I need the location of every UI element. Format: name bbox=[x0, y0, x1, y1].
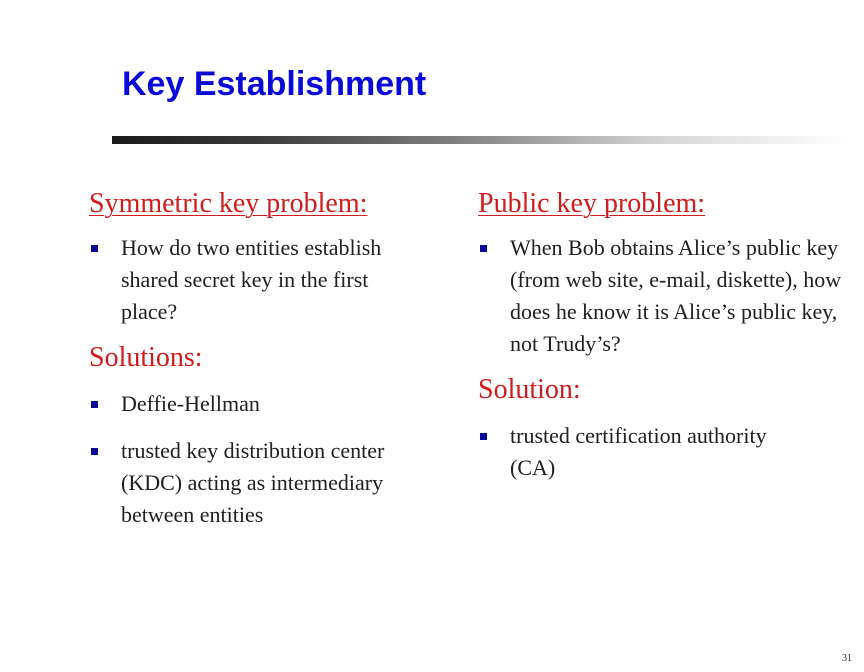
left-column bbox=[89, 186, 439, 531]
solutions-list bbox=[89, 388, 439, 531]
list-item-text: trusted key distribution center (KDC) acting as intermediary between entities bbox=[121, 438, 385, 527]
list-item-text: When Bob obtains Alice’s public key (from web site, e-mail, diskette), how does he know it is Alice’s public key, not Trudy’s? bbox=[510, 235, 842, 356]
public-key-heading: Public key problem: bbox=[478, 188, 706, 219]
square-bullet-icon bbox=[91, 448, 98, 455]
list-item-text: Deffie-Hellman bbox=[121, 391, 260, 416]
solutions-heading: Solutions: bbox=[89, 342, 203, 373]
list-item-text: trusted certification authority (CA) bbox=[510, 423, 767, 480]
page-number: 31 bbox=[842, 653, 852, 664]
solution-list bbox=[478, 420, 838, 484]
list-item bbox=[89, 435, 421, 531]
list-item bbox=[89, 388, 421, 420]
list-item bbox=[478, 232, 854, 360]
solution-heading: Solution: bbox=[478, 374, 581, 405]
list-item-text: How do two entities establish shared secret key in the first place? bbox=[121, 235, 382, 324]
right-column bbox=[478, 186, 842, 484]
public-problem-list bbox=[478, 232, 842, 360]
square-bullet-icon bbox=[91, 401, 98, 408]
slide-title: Key Establishment bbox=[122, 65, 427, 103]
square-bullet-icon bbox=[480, 433, 487, 440]
symmetric-problem-list bbox=[89, 232, 439, 328]
title-divider-bar bbox=[112, 136, 852, 144]
symmetric-key-heading: Symmetric key problem: bbox=[89, 188, 368, 219]
square-bullet-icon bbox=[91, 245, 98, 252]
list-item bbox=[89, 232, 427, 328]
list-item bbox=[478, 420, 810, 484]
square-bullet-icon bbox=[480, 245, 487, 252]
